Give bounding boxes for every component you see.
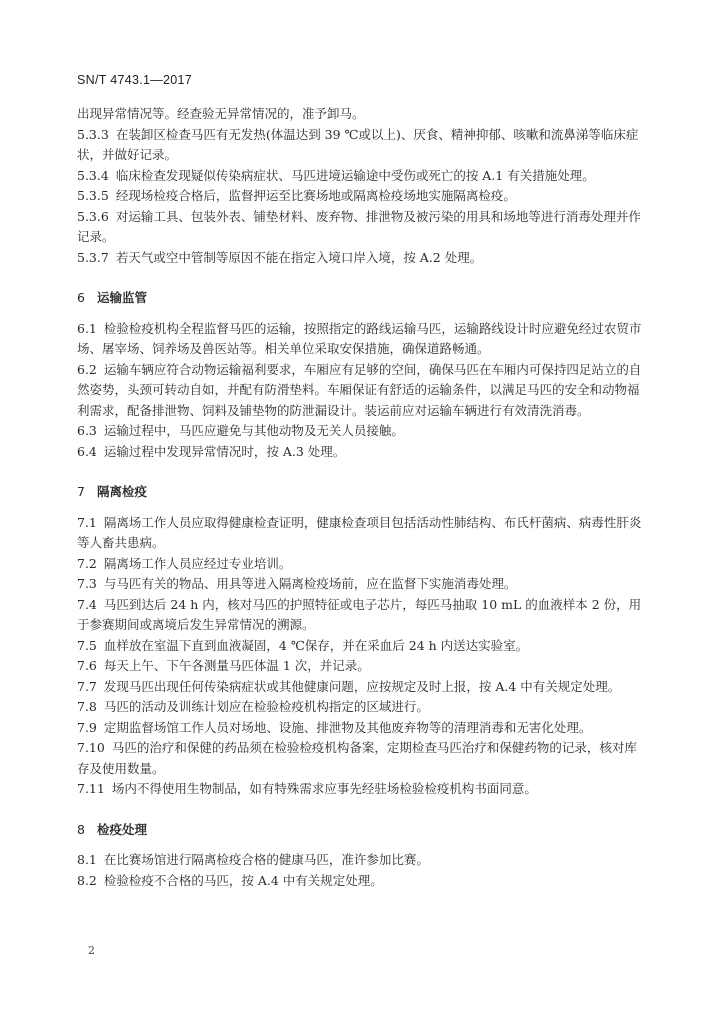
clause-text: 定期监督场馆工作人员对场地、设施、排泄物及其他废弃物等的清理消毒和无害化处理。 — [103, 719, 592, 735]
section-title: 隔离检疫 — [96, 484, 147, 499]
clause-number: 6.2 — [77, 361, 97, 377]
clause-item — [77, 554, 647, 575]
clause-text: 经现场检疫合格后，监督押运至比赛场地或隔离检疫场地实施隔离检疫。 — [115, 188, 516, 203]
section-6-items — [77, 319, 647, 463]
section-6-heading — [77, 288, 647, 309]
clause-item — [77, 718, 647, 739]
clause-number: 5.3.3 — [77, 126, 109, 142]
clause-number: 5.3.6 — [77, 208, 109, 224]
clause-number: 7.10 — [77, 740, 105, 755]
section-title: 检疫处理 — [96, 821, 147, 837]
clause-number: 7.8 — [77, 699, 97, 714]
clause-text: 运输过程中，马匹应避免与其他动物及无关人员接触。 — [103, 423, 404, 438]
clause-text: 马匹的活动及训练计划应在检验检疫机构指定的区域进行。 — [103, 699, 429, 714]
clause-number: 7.3 — [77, 576, 97, 591]
clause-number: 7.1 — [77, 514, 97, 530]
section-8-heading — [77, 820, 647, 841]
clause-number: 7.5 — [77, 637, 97, 653]
clause-number: 7.9 — [77, 719, 97, 735]
clause-text: 运输过程中发现异常情况时，按 A.3 处理。 — [103, 443, 346, 459]
section-7-items — [77, 513, 647, 800]
section-number: 6 — [77, 290, 85, 305]
clause-number: 7.2 — [77, 555, 97, 571]
clause-item — [77, 636, 647, 657]
clause-text: 马匹的治疗和保健的药品须在检验检疫机构备案，定期检查马匹治疗和保健药物的记录，核对库存及使用数量。 — [77, 740, 637, 776]
clause-item — [77, 738, 647, 779]
section-5-items — [77, 125, 647, 269]
clause-item — [77, 871, 647, 892]
clause-text: 发现马匹出现任何传染病症状或其他健康问题，应按规定及时上报，按 A.4 中有关规定处理。 — [103, 678, 621, 694]
section-number: 8 — [77, 821, 85, 837]
clause-text: 临床检查发现疑似传染病症状、马匹进境运输途中受伤或死亡的按 A.1 有关措施处理。 — [115, 167, 595, 183]
clause-number: 6.4 — [77, 443, 97, 459]
document-body — [77, 104, 647, 891]
clause-item — [77, 207, 647, 248]
clause-item — [77, 360, 647, 422]
clause-item — [77, 697, 647, 718]
clause-text: 检验检疫机构全程监督马匹的运输，按照指定的路线运输马匹，运输路线设计时应避免经过农贸市场、屠宰场、饲养场及兽医站等。相关单位采取安保措施，确保道路畅通。 — [77, 320, 642, 356]
clause-number: 8.1 — [77, 852, 97, 867]
clause-text: 场内不得使用生物制品，如有特殊需求应事先经驻场检验检疫机构书面同意。 — [111, 781, 537, 796]
clause-item — [77, 442, 647, 463]
clause-item — [77, 248, 647, 269]
clause-number: 7.11 — [77, 781, 105, 796]
clause-text: 在比赛场馆进行隔离检疫合格的健康马匹，准许参加比赛。 — [103, 852, 429, 867]
clause-item — [77, 186, 647, 207]
clause-text: 若天气或空中管制等原因不能在指定入境口岸入境，按 A.2 处理。 — [115, 249, 483, 265]
clause-number: 7.4 — [77, 596, 97, 612]
clause-number: 6.3 — [77, 423, 97, 438]
clause-number: 7.7 — [77, 678, 97, 694]
clause-number: 7.6 — [77, 658, 97, 673]
clause-text: 马匹到达后 24 h 内，核对马匹的护照特征或电子芯片，每匹马抽取 10 mL 的血液样本 2 份，用于参赛期间或离境后发生异常情况的溯源。 — [77, 596, 642, 632]
clause-number: 5.3.7 — [77, 249, 109, 265]
section-title: 运输监管 — [96, 290, 147, 305]
clause-item — [77, 513, 647, 554]
clause-item — [77, 166, 647, 187]
section-8-items — [77, 850, 647, 891]
clause-text: 每天上午、下午各测量马匹体温 1 次，并记录。 — [103, 658, 370, 673]
section-number: 7 — [77, 484, 85, 499]
clause-number: 5.3.5 — [77, 188, 109, 203]
clause-number: 5.3.4 — [77, 167, 109, 183]
clause-text: 血样放在室温下直到血液凝固，4 ℃保存，并在采血后 24 h 内送达实验室。 — [103, 637, 529, 653]
clause-item — [77, 574, 647, 595]
section-7-heading — [77, 482, 647, 503]
clause-number: 8.2 — [77, 872, 97, 888]
clause-text: 与马匹有关的物品、用具等进入隔离检疫场前，应在监督下实施消毒处理。 — [103, 576, 517, 591]
clause-text: 隔离场工作人员应取得健康检查证明，健康检查项目包括活动性肺结构、布氏杆菌病、病毒性肝炎等人畜共患病。 — [77, 514, 642, 550]
clause-text: 对运输工具、包装外表、铺垫材料、废弃物、排泄物及被污染的用具和场地等进行消毒处理并作记录。 — [77, 208, 641, 244]
clause-item — [77, 850, 647, 871]
clause-item — [77, 595, 647, 636]
clause-number: 6.1 — [77, 320, 97, 336]
clause-text: 隔离场工作人员应经过专业培训。 — [103, 555, 292, 571]
standard-code-header: SN/T 4743.1—2017 — [77, 73, 193, 87]
clause-text: 在装卸区检查马匹有无发热(体温达到 39 ℃或以上)、厌食、精神抑郁、咳嗽和流鼻涕等临床症状，并做好记录。 — [77, 126, 639, 162]
clause-item — [77, 319, 647, 360]
page-number: 2 — [88, 944, 95, 957]
continuation-paragraph: 出现异常情况等。经查验无异常情况的，准予卸马。 — [77, 106, 365, 121]
clause-item — [77, 421, 647, 442]
clause-item — [77, 125, 647, 166]
clause-item — [77, 656, 647, 677]
clause-text: 运输车辆应符合动物运输福利要求，车厢应有足够的空间，确保马匹在车厢内可保持四足站立的自然姿势，头颈可转动自如，并配有防滑垫料。车厢保证有舒适的运输条件，以满足马匹的安全和动物福利需求，配备排泄物、饲料及铺垫物的防泄漏设计。装运前应对运输车辆进行有效清洗消毒。 — [77, 361, 642, 418]
clause-text: 检验检疫不合格的马匹，按 A.4 中有关规定处理。 — [103, 872, 383, 888]
clause-item — [77, 677, 647, 698]
clause-item — [77, 779, 647, 800]
